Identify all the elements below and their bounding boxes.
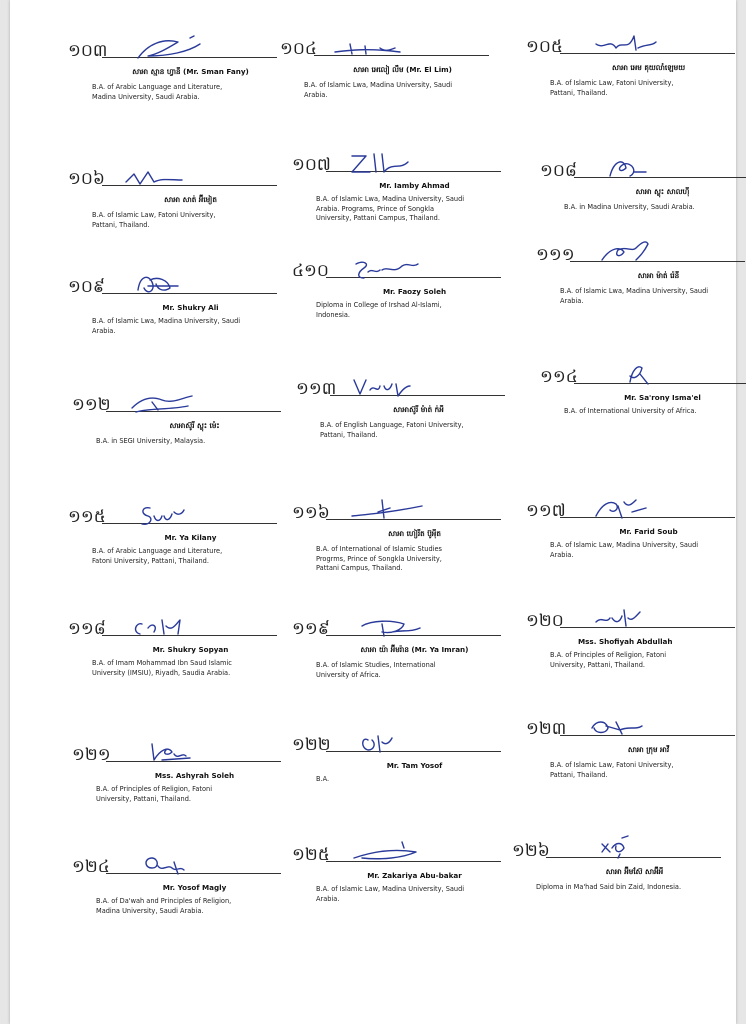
signature-image — [590, 360, 680, 390]
signatory-name: Mr. Ya Kilany — [164, 533, 217, 542]
entry-number: ១១៦ — [292, 503, 330, 523]
signatory-qualification: B.A. of Islamic Law, Fatoni University, Pattani, Thailand. — [92, 211, 216, 229]
signature-image — [122, 388, 212, 418]
signature-entry — [526, 714, 741, 780]
signature-entry — [292, 840, 507, 904]
signatory-name: សាអាស៊ូរី ម៉ាត់ ក់អី — [393, 405, 444, 414]
signatory-qualification: B.A. of Islamic Studies, International University of Africa. — [316, 661, 436, 679]
entry-number: ១១១ — [536, 245, 575, 265]
signatory-name: Mr. Tam Yosof — [386, 761, 443, 770]
signatory-name: Mss. Ashyrah Soleh — [154, 771, 235, 780]
signature-image — [330, 32, 420, 62]
signatory-name: សាអា ស្មាន ហ្វានី (Mr. Sman Fany) — [132, 67, 249, 76]
signature-entry — [292, 498, 507, 574]
signature-image — [342, 148, 432, 178]
signatory-qualification: B.A. of Da'wah and Principles of Religion, Madina University, Saudi Arabia. — [96, 897, 232, 915]
signature-entry — [68, 164, 283, 230]
signature-entry — [68, 614, 283, 678]
signature-image — [342, 496, 432, 526]
entry-number: ១២៦ — [512, 841, 550, 861]
signature-entry — [526, 606, 741, 670]
signature-image — [118, 612, 208, 642]
signatory-qualification: B.A. of International University of Africa. — [564, 407, 697, 415]
signatory-name: Mr. Shukry Ali — [162, 303, 219, 312]
signatory-qualification: B.A. in SEGI University, Malaysia. — [96, 437, 206, 445]
signatory-name: Mr. Zakariya Abu-bakar — [367, 871, 462, 880]
signatory-qualification: B.A. of English Language, Fatoni University, Pattani, Thailand. — [320, 421, 464, 439]
signatory-name: សាអា យ៉ា អ៊ីមរ៉ាន (Mr. Ya Imran) — [360, 645, 469, 654]
signature-entry — [536, 240, 746, 306]
signatory-name: Mr. Sa'rony Isma'el — [624, 393, 701, 402]
signature-image — [576, 30, 666, 60]
signatory-qualification: B.A. of Islamic Lwa, Madina University, Saudi Arabia. — [92, 317, 241, 335]
signature-image — [576, 604, 666, 634]
signatory-qualification: B.A. of Principles of Religion, Fatoni University, Pattani, Thailand. — [96, 785, 213, 803]
entry-number: ១១៤ — [540, 367, 578, 387]
signature-image — [342, 254, 432, 284]
signature-image — [122, 738, 212, 768]
signatory-qualification: B.A. of Islamic Law, Fatoni University, Pattani, Thailand. — [550, 79, 674, 97]
signature-image — [118, 500, 208, 530]
signatory-qualification: Diploma in College of Irshad Al-Islami, Indonesia. — [316, 301, 442, 319]
signature-image — [576, 494, 666, 524]
signatory-name: សាអា ក្រុម អាវី — [627, 745, 670, 754]
signature-entry — [68, 272, 283, 336]
signatory-name: សាអា ម៉ាត់ រ៉េនី — [637, 271, 680, 280]
signature-entry — [72, 852, 287, 916]
signatory-name: សាអា ស្ហុះ សាលហ៊ី — [635, 187, 690, 196]
signatory-qualification: B.A. of Islamic Law, Madina University, Saudi Arabia. — [316, 885, 465, 903]
signatory-name: Mr. Yosof Magly — [162, 883, 227, 892]
entry-number: ១០៥ — [526, 37, 563, 57]
signature-image — [562, 834, 652, 864]
entry-number: ១២៣ — [526, 719, 567, 739]
signature-image — [342, 838, 432, 868]
signature-entry — [540, 362, 746, 417]
signature-entry — [72, 390, 287, 447]
entry-number: ១០៦ — [68, 169, 105, 189]
entry-number: ១១៥ — [68, 507, 106, 527]
entry-number: ១០៤ — [280, 39, 317, 59]
signatory-qualification: Diploma in Ma'had Said bin Zaid, Indonesia. — [536, 883, 682, 891]
entry-number: ១២៥ — [292, 845, 330, 865]
signature-image — [346, 372, 436, 402]
signature-image — [586, 238, 676, 268]
signatory-name: សាអា អ៊ីមស៊ែ សាអ៊ីអី — [605, 867, 664, 876]
signatory-qualification: B.A. of Islamic Law, Madina University, Saudi Arabia. — [550, 541, 699, 559]
entry-number: ១១៧ — [526, 501, 566, 521]
signatory-name: សាអា សាត់ អ៊ីមៀត — [164, 195, 217, 204]
signatory-qualification: B.A. of Islamic Lwa, Madina University, Saudi Arabia. — [560, 287, 709, 305]
signature-entry — [292, 150, 507, 224]
signature-entry — [68, 502, 283, 566]
signature-entry — [526, 32, 741, 98]
signature-image — [576, 712, 666, 742]
entry-number: ១២០ — [526, 611, 564, 631]
signature-entry — [512, 836, 727, 893]
signatory-name: សាអា អេលៀ លឹម (Mr. El Lim) — [353, 65, 452, 74]
signatory-qualification: B.A. in Madina University, Saudi Arabia. — [564, 203, 695, 211]
signature-image — [128, 34, 218, 64]
entry-number: ១០៨ — [540, 161, 577, 181]
signatory-qualification: B.A. of Islamic Lwa, Madina University, Saudi Arabia. — [304, 81, 453, 99]
entry-number: ១០៧ — [292, 155, 331, 175]
signatory-qualification: B.A. of Arabic Language and Literature, Fatoni University, Pattani, Thailand. — [92, 547, 223, 565]
signature-image — [342, 728, 432, 758]
entry-number: ១២៤ — [72, 857, 110, 877]
signatory-name: សាអាស៊ូរី ស្ហុះ ម៉េះ — [169, 421, 220, 430]
entry-number: ១១៨ — [68, 619, 106, 639]
signature-entry — [72, 740, 287, 804]
signature-entry — [292, 256, 507, 320]
signature-entry — [292, 730, 507, 785]
signature-entry — [540, 156, 746, 213]
signature-image — [122, 850, 212, 880]
signature-image — [118, 270, 208, 300]
signatory-name: សាអា អេម គុយលាំឡេមយ — [611, 63, 686, 72]
entry-number: ៤១០ — [292, 261, 329, 281]
signatory-name: Mr. Faozy Soleh — [382, 287, 447, 296]
signatory-qualification: B.A. of Islamic Law, Fatoni University, Pattani, Thailand. — [550, 761, 674, 779]
signatory-qualification: B.A. of International of Islamic Studies Progrms, Prince of Songkla University, Pattani Campus, Thailand. — [316, 545, 442, 573]
signatory-qualification: B.A. of Islamic Lwa, Madina University, Saudi Arabia. Programs, Prince of Songkla University, Pattani Campus, Thailand. — [316, 195, 465, 223]
signatory-qualification: B.A. of Principles of Religion, Fatoni University, Pattani, Thailand. — [550, 651, 667, 669]
signature-entry — [526, 496, 741, 560]
signatory-name: Mss. Shofiyah Abdullah — [578, 637, 673, 646]
signatory-qualification: B.A. — [316, 775, 330, 783]
signatory-name: Mr. Iamby Ahmad — [379, 181, 450, 190]
entry-number: ១០៩ — [68, 277, 105, 297]
signatory-qualification: B.A. of Arabic Language and Literature, Madina University, Saudi Arabia. — [92, 83, 223, 101]
entry-number: ១១២ — [72, 395, 111, 415]
entry-number: ១២១ — [72, 745, 111, 765]
entry-number: ១២២ — [292, 735, 331, 755]
signature-entry — [280, 34, 495, 100]
signature-entry — [68, 36, 283, 102]
signatory-name: Mr. Farid Soub — [619, 527, 678, 536]
signature-image — [118, 162, 208, 192]
signature-entry — [296, 374, 511, 440]
signature-entry — [292, 614, 507, 680]
signature-image — [590, 154, 680, 184]
entry-number: ១១៩ — [292, 619, 330, 639]
document-page — [10, 0, 736, 1024]
entry-number: ១០៣ — [68, 41, 108, 61]
signatory-name: សាអា ហៀរីត ប៊ូអ៉ីត — [388, 529, 441, 538]
signatory-qualification: B.A. of Imam Mohammad Ibn Saud Islamic University (IMSIU), Riyadh, Saudia Arabia. — [92, 659, 232, 677]
signature-image — [342, 612, 432, 642]
entry-number: ១១៣ — [296, 379, 337, 399]
signatory-name: Mr. Shukry Sopyan — [152, 645, 229, 654]
